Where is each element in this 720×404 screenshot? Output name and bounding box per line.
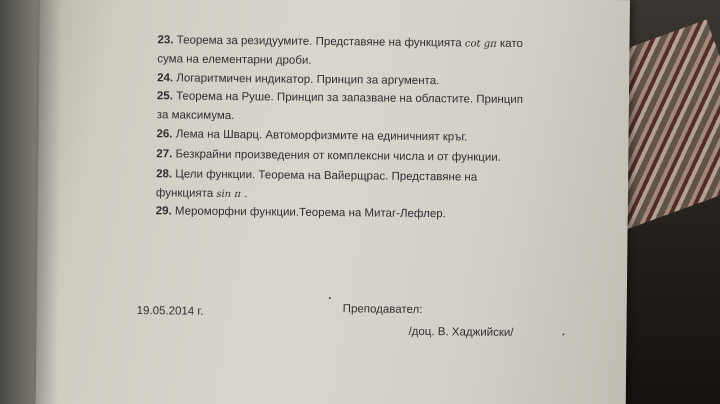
list-item-26 — [156, 125, 536, 148]
list-item-28 — [156, 165, 536, 207]
item-text: Безкрайни произведения от комплексни числа и от функции. — [172, 148, 501, 164]
item-text-continued: като сума на елементарни дроби. — [157, 37, 523, 67]
item-number: 25. — [156, 90, 173, 103]
item-number: 23. — [157, 34, 174, 47]
item-number: 28. — [156, 168, 173, 181]
item-number: 27. — [156, 148, 173, 161]
item-text: Логаритмичен индикатор. Принцип за аргумента. — [173, 72, 440, 88]
math-expression: cot gπ — [464, 38, 497, 50]
item-text: Лема на Шварц. Автоморфизмите на единичният кръг. — [172, 128, 468, 144]
item-number: 26. — [156, 128, 173, 141]
math-expression: sin π — [216, 188, 241, 201]
list-item-29 — [156, 202, 536, 225]
page-fold-shadow — [35, 0, 62, 404]
footer-date: 19.05.2014 г. — [136, 305, 204, 318]
list-item-25 — [157, 87, 537, 129]
item-text-continued: . — [240, 188, 248, 201]
footer-lecturer-name: /доц. В. Хаджийски/ — [408, 325, 514, 339]
item-number: 29. — [155, 205, 172, 218]
list-item-27 — [156, 145, 536, 168]
ink-speck — [562, 333, 564, 335]
document-page — [35, 0, 629, 404]
item-number: 24. — [157, 72, 174, 85]
item-text: Цели функции. Теорема на Вайерщрас. Представяне на функцията — [155, 168, 478, 200]
footer-lecturer-label: Преподавател: — [342, 303, 423, 317]
ink-speck — [329, 297, 331, 299]
item-text: Теорема за резидуумите. Представяне на функцията — [173, 34, 465, 50]
list-item-23 — [157, 31, 537, 73]
item-text: Теорема на Руше. Принцип за запазване на областите. Принцип за максимума. — [156, 90, 524, 123]
item-text: Мероморфни функции.Теорема на Митаг-Лефлер. — [171, 205, 446, 221]
